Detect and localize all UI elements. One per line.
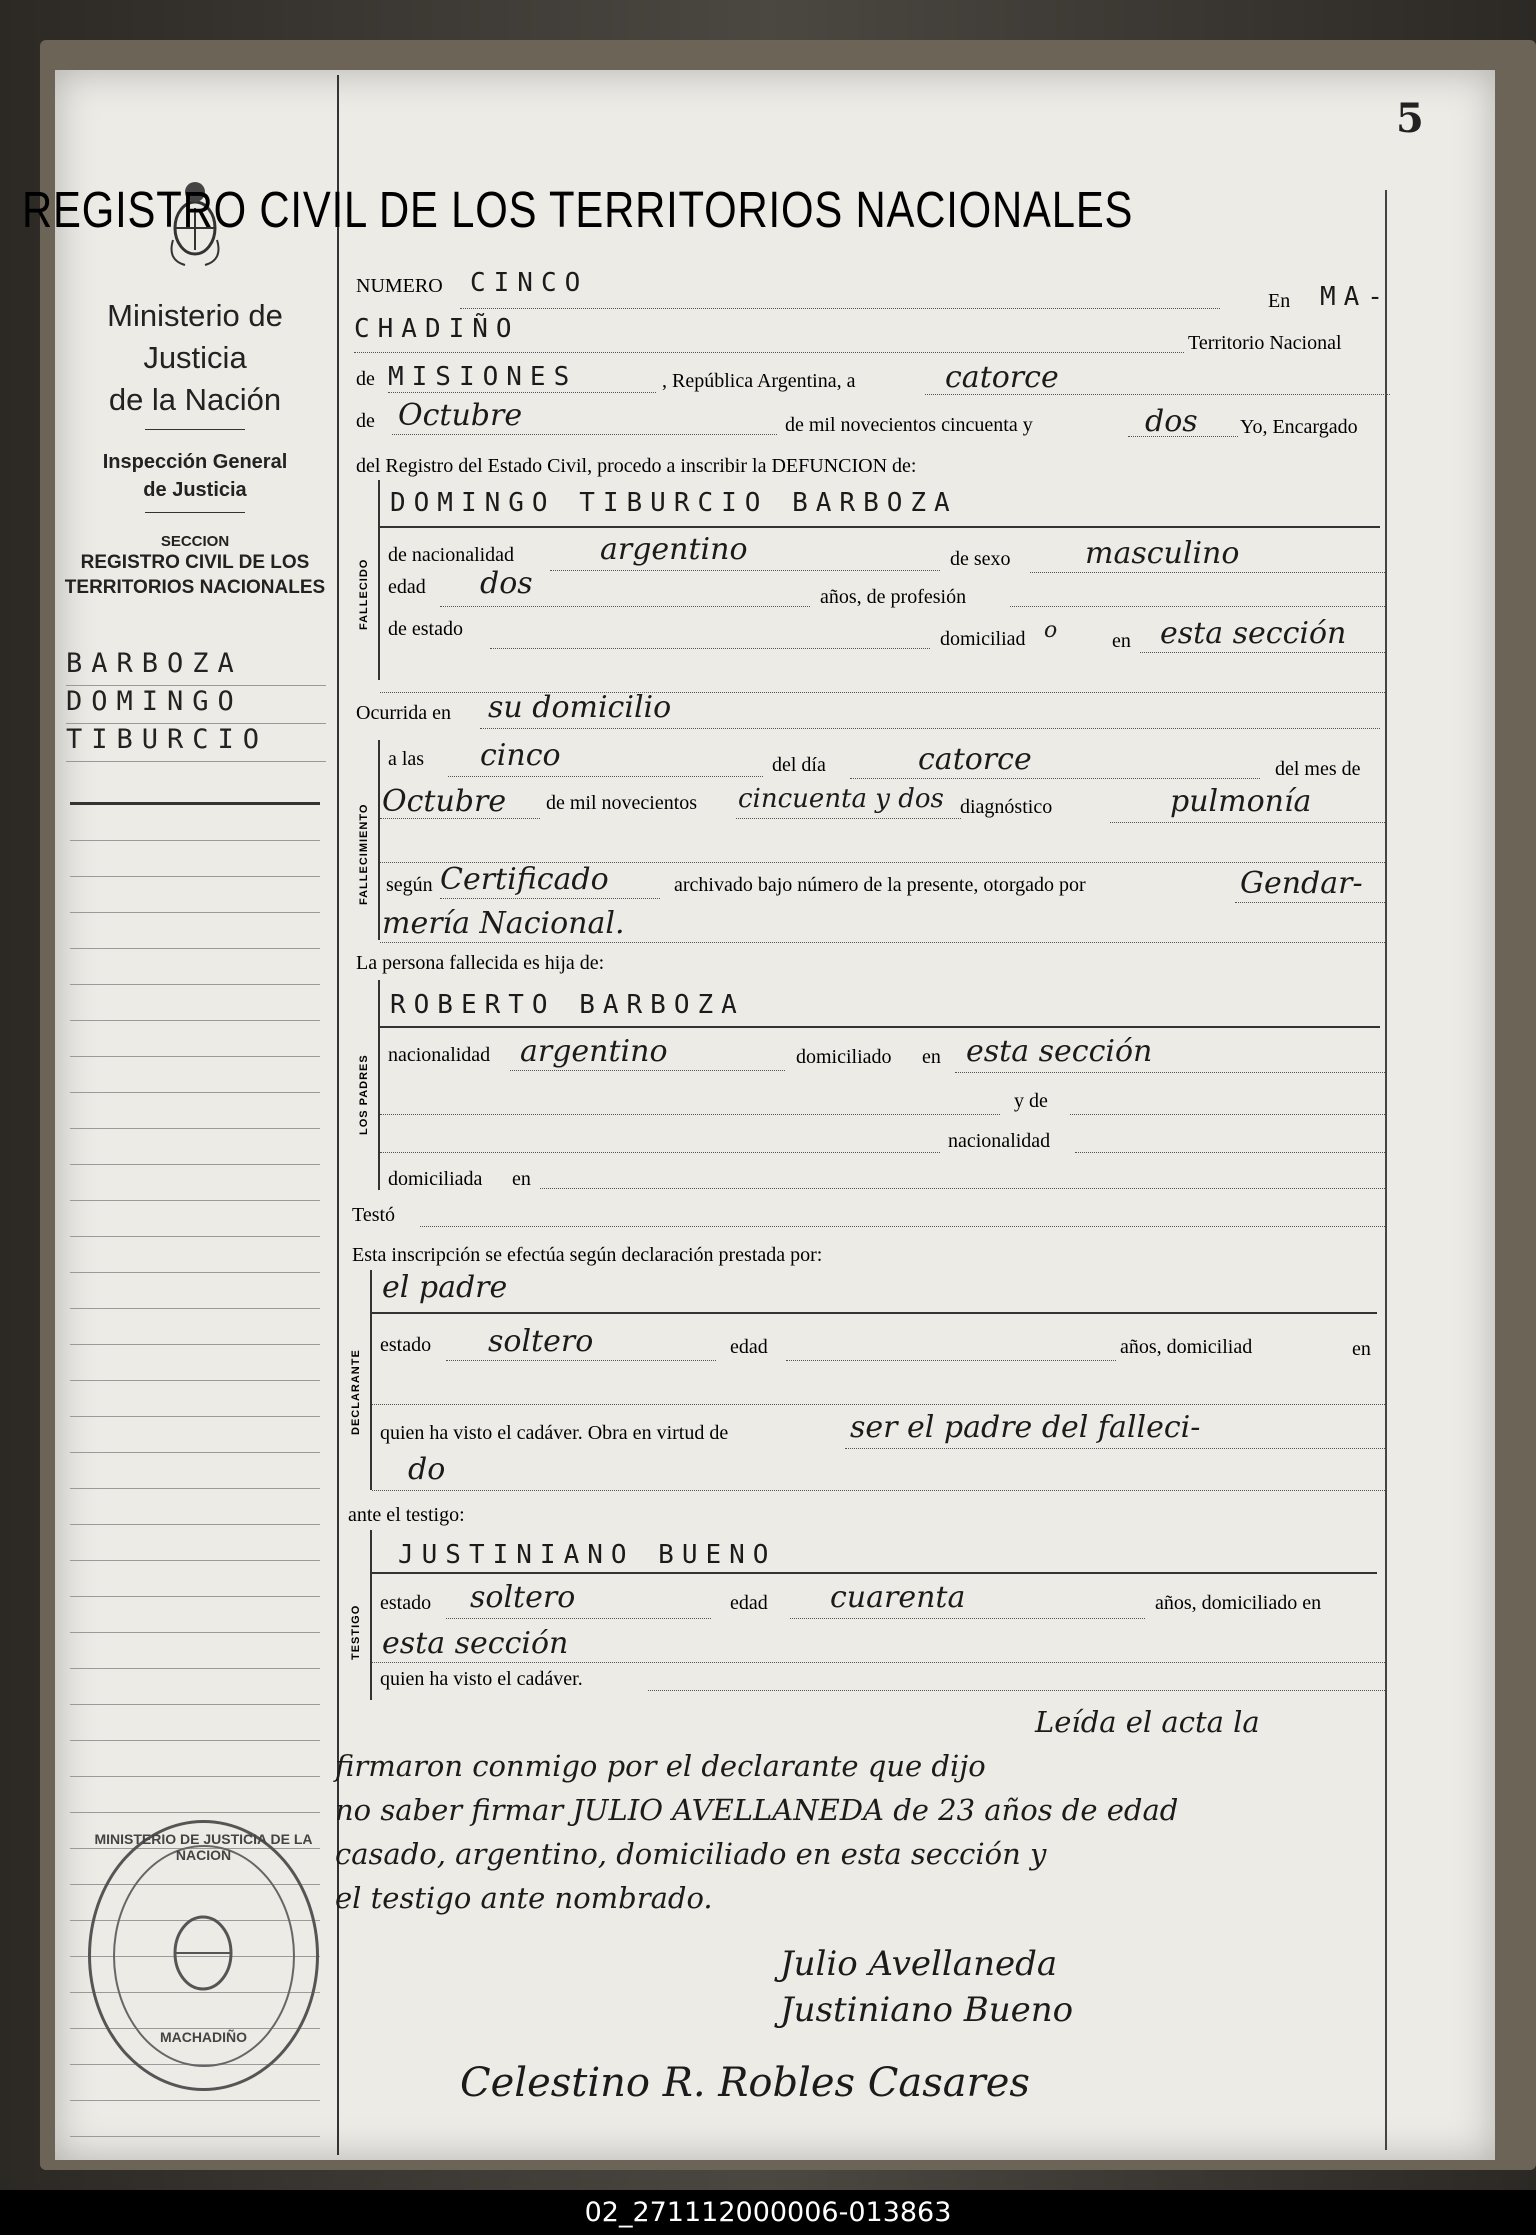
edad-value-t: cuarenta [830, 1580, 966, 1615]
territorio-label: Territorio Nacional [1188, 332, 1342, 354]
domicilio-value: esta sección [1160, 616, 1347, 651]
margin-ruled-line [70, 1416, 320, 1417]
quien-label-t: quien ha visto el cadáver. [380, 1668, 583, 1690]
day-value: catorce [945, 360, 1059, 395]
image-caption: 02_271112000006-013863 [0, 2190, 1536, 2235]
diagnostico-value: pulmonía [1170, 784, 1312, 819]
margin-ruled-line [70, 1056, 320, 1057]
declarante-value: el padre [382, 1270, 508, 1305]
margin-rule [70, 802, 320, 805]
testigo-name: JUSTINIANO BUENO [398, 1540, 777, 1570]
padres-side-label: LOS PADRES [358, 1054, 370, 1135]
page-number: 5 [1396, 95, 1424, 142]
right-border [1385, 190, 1387, 2150]
nacionalidad-label-2: nacionalidad [388, 1044, 491, 1066]
margin-ruled-line [70, 2136, 320, 2137]
edad-label-d: edad [730, 1336, 768, 1358]
nacionalidad-value-2: argentino [520, 1034, 668, 1069]
obra-value-2: do [408, 1452, 446, 1487]
stamp-crest-icon [161, 1903, 246, 2003]
milnov-label: de mil novecientos [546, 792, 698, 814]
estado-label-t: estado [380, 1592, 432, 1614]
note-line: casado, argentino, domiciliado en esta sección y [335, 1837, 1047, 1871]
en-label: En [1268, 290, 1291, 312]
alas-value: cinco [480, 738, 561, 773]
deldia-value: catorce [918, 742, 1032, 777]
margin-ruled-line [70, 1488, 320, 1489]
de-label: de [356, 368, 375, 390]
margin-first-name: DOMINGO [66, 686, 326, 724]
sexo-value: masculino [1085, 536, 1240, 571]
margin-middle-name: TIBURCIO [66, 724, 326, 762]
numero-value: CINCO [470, 268, 589, 298]
nacionalidad-label: de nacionalidad [388, 544, 515, 566]
estado-value-d: soltero [488, 1324, 594, 1359]
archivado-label: archivado bajo número de la presente, otorgado por [674, 874, 1086, 896]
sexo-label: de sexo [950, 548, 1011, 570]
margin-ruled-line [70, 876, 320, 877]
registro-line-1: REGISTRO CIVIL DE LOS [80, 552, 310, 573]
yde-label: y de [1014, 1090, 1048, 1112]
inspeccion-line-2: de Justicia [143, 479, 247, 501]
edad-value: dos [480, 566, 533, 601]
signature-testigo: Justiniano Bueno [780, 1990, 1074, 2030]
ministry-line-2: de la Nación [108, 382, 282, 417]
alas-label: a las [388, 748, 425, 770]
stamp-text-top: MINISTERIO DE JUSTICIA DE LA NACION [94, 1831, 313, 1863]
margin-ruled-line [70, 1164, 320, 1165]
segun-label: según [386, 874, 433, 896]
hija-label: La persona fallecida es hija de: [356, 952, 605, 974]
ocurrida-value: su domicilio [488, 690, 672, 725]
de-label-2: de [356, 410, 375, 432]
fallecimiento-side-label: FALLECIMIENTO [358, 803, 370, 905]
stamp-text-bottom: MACHADIÑO [159, 2029, 248, 2045]
ocurrida-label: Ocurrida en [356, 702, 451, 724]
margin-ruled-line [70, 1704, 320, 1705]
estado-label: de estado [388, 618, 463, 640]
domiciliado-label-2: domiciliado [796, 1046, 892, 1068]
domiciliada-label: domiciliada [388, 1168, 483, 1190]
en-value: MA- [1320, 282, 1391, 312]
margin-ruled-line [70, 1200, 320, 1201]
margin-ruled-line [70, 840, 320, 841]
edad-label: edad [388, 576, 426, 598]
otorgado-value-2: mería Nacional. [382, 906, 625, 941]
fallecido-side-label: FALLECIDO [358, 558, 370, 630]
numero-label: NUMERO [356, 275, 443, 297]
margin-surname: BARBOZA [66, 648, 326, 686]
margin-ruled-line [70, 1560, 320, 1561]
en-label-5: en [1352, 1338, 1371, 1360]
margin-ruled-line [70, 1236, 320, 1237]
anos-domiciliad-label: años, domiciliad [1120, 1336, 1253, 1358]
handwritten-notes [335, 1700, 1375, 1920]
place-value: CHADIÑO [354, 314, 520, 344]
edad-label-t: edad [730, 1592, 768, 1614]
testo-label: Testó [352, 1204, 396, 1226]
en-label-2: en [1112, 630, 1131, 652]
father-name: ROBERTO BARBOZA [390, 990, 745, 1020]
milnov-value: cincuenta y dos [738, 784, 944, 814]
note-line: no saber firmar JULIO AVELLANEDA de 23 años de edad [335, 1793, 1179, 1827]
margin-ruled-line [70, 1128, 320, 1129]
anos-domiciliado-label-t: años, domiciliado en [1155, 1592, 1322, 1614]
diagnostico-label: diagnóstico [960, 796, 1053, 818]
mes-value: Octubre [382, 784, 507, 819]
province-value: MISIONES [388, 362, 578, 392]
estado-value-t: soltero [470, 1580, 576, 1615]
margin-ruled-line [70, 1740, 320, 1741]
margin-ruled-line [70, 1524, 320, 1525]
domiciliado-suffix: o [1044, 618, 1058, 643]
margin-name-entry [66, 648, 326, 762]
margin-ruled-line [70, 1812, 320, 1813]
divider [145, 429, 245, 430]
segun-value: Certificado [440, 862, 609, 897]
note-line: Leída el acta la [1035, 1705, 1260, 1739]
month-value: Octubre [398, 398, 523, 433]
ministry-line-1: Ministerio de Justicia [107, 298, 283, 375]
republica-label: , República Argentina, a [662, 370, 856, 392]
margin-ruled-line [70, 948, 320, 949]
note-line: el testigo ante nombrado. [335, 1881, 713, 1915]
margin-ruled-line [70, 912, 320, 913]
registro-line-2: TERRITORIOS NACIONALES [64, 577, 326, 598]
esta-inscripcion-label: Esta inscripción se efectúa según declaración prestada por: [352, 1244, 823, 1266]
margin-ruled-line [70, 1308, 320, 1309]
year-label: de mil novecientos cincuenta y [785, 414, 1033, 436]
delmes-label: del mes de [1275, 758, 1361, 780]
obra-value: ser el padre del falleci- [850, 1410, 1201, 1445]
registro-line: del Registro del Estado Civil, procedo a inscribir la DEFUNCION de: [356, 455, 917, 477]
margin-ruled-line [70, 1272, 320, 1273]
profesion-label: años, de profesión [820, 586, 967, 608]
margin-ruled-line [70, 984, 320, 985]
seccion-label: SECCION [160, 533, 230, 550]
en-label-3: en [922, 1046, 941, 1068]
en-label-4: en [512, 1168, 531, 1190]
deldia-label: del día [772, 754, 826, 776]
divider [145, 512, 245, 513]
otorgado-value-1: Gendar- [1240, 866, 1363, 901]
quien-label: quien ha visto el cadáver. Obra en virtud de [380, 1422, 729, 1444]
year-value: dos [1145, 404, 1198, 439]
page-title: REGISTRO CIVIL DE LOS TERRITORIOS NACIONALES [22, 181, 1134, 238]
nacionalidad-label-3: nacionalidad [948, 1130, 1051, 1152]
margin-ruled-line [70, 1776, 320, 1777]
margin-ruled-line [70, 1632, 320, 1633]
margin-ruled-line [70, 1668, 320, 1669]
margin-ruled-line [70, 1344, 320, 1345]
official-stamp [88, 1820, 319, 2091]
margin-ruled-line [70, 1092, 320, 1093]
margin-ruled-line [70, 1596, 320, 1597]
margin-ruled-line [70, 1452, 320, 1453]
nacionalidad-value: argentino [600, 532, 748, 567]
signature-declarante: Julio Avellaneda [780, 1944, 1058, 1984]
inspeccion-line-1: Inspección General [102, 451, 288, 473]
domicilio-value-2: esta sección [966, 1034, 1153, 1069]
margin-ruled-line [70, 2100, 320, 2101]
signature-encargado: Celestino R. Robles Casares [460, 2060, 1030, 2106]
margin-ruled-line [70, 1020, 320, 1021]
estado-label-d: estado [380, 1334, 432, 1356]
ante-testigo-label: ante el testigo: [348, 1504, 465, 1526]
yo-label: Yo, Encargado [1240, 416, 1358, 438]
declarante-side-label: DECLARANTE [350, 1349, 362, 1435]
margin-ruled-line [70, 1380, 320, 1381]
testigo-side-label: TESTIGO [350, 1604, 362, 1660]
domiciliado-label: domiciliad [940, 628, 1026, 650]
note-line: firmaron conmigo por el declarante que dijo [335, 1749, 986, 1783]
domicilio-value-t: esta sección [382, 1626, 569, 1661]
deceased-name: DOMINGO TIBURCIO BARBOZA [390, 488, 958, 518]
